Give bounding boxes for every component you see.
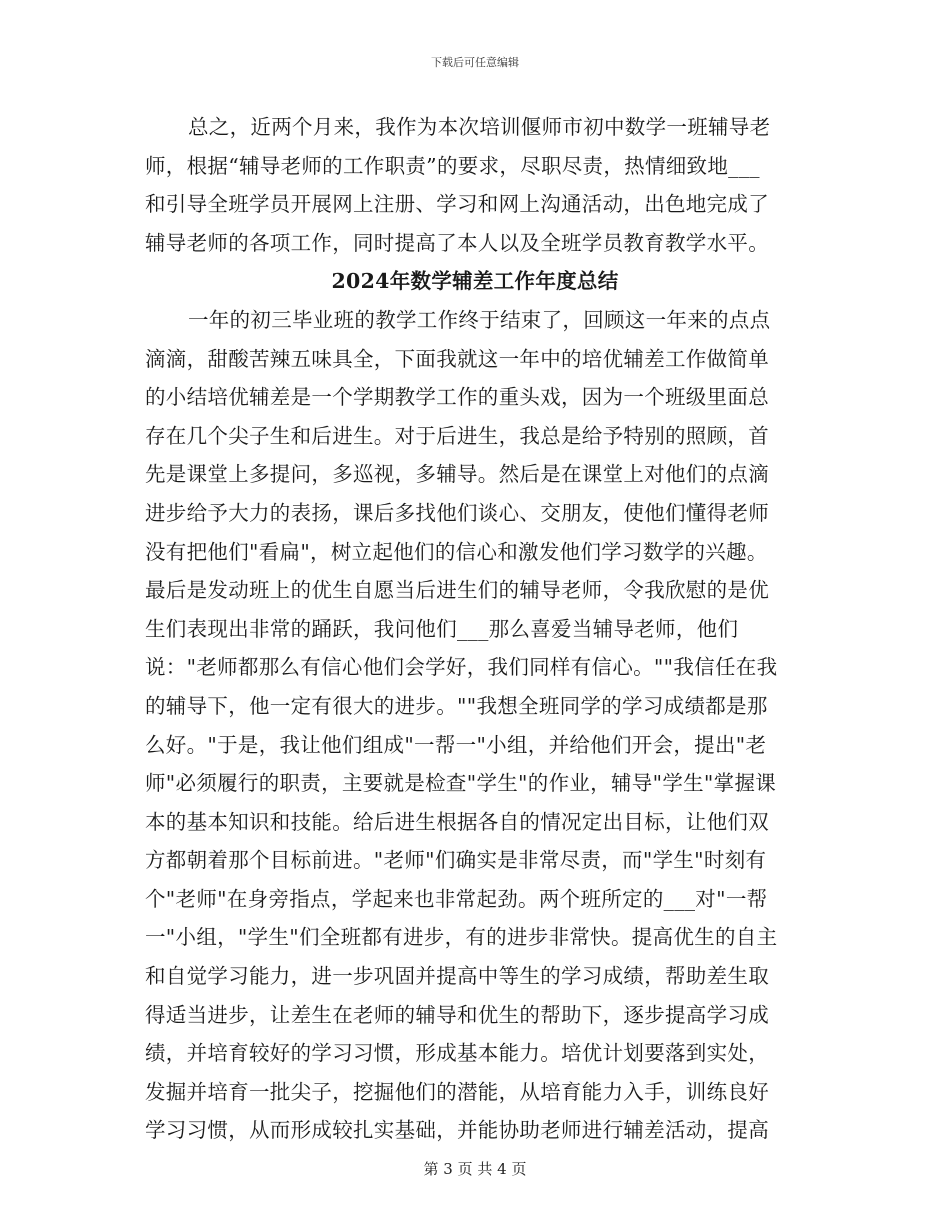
paragraph-line: 和引导全班学员开展网上注册、学习和网上沟通活动，出色地完成了 — [145, 192, 769, 217]
paragraph-line: 的辅导下，他一定有很大的进步。""我想全班同学的学习成绩都是那 — [145, 693, 768, 718]
paragraph-line: 师"必须履行的职责，主要就是检查"学生"的作业，辅导"学生"掌握课 — [145, 771, 777, 796]
paragraph-line: 师，根据“辅导老师的工作职责”的要求，尽职尽责，热情细致地___ — [145, 153, 760, 178]
paragraph-line: 最后是发动班上的优生自愿当后进生们的辅导老师，令我欣慰的是优 — [145, 578, 769, 603]
paragraph-line: 一年的初三毕业班的教学工作终于结束了，回顾这一年来的点点 — [188, 307, 771, 332]
paragraph-line: 没有把他们"看扁"，树立起他们的信心和激发他们学习数学的兴趣。 — [145, 539, 768, 564]
paragraph-line: 个"老师"在身旁指点，学起来也非常起劲。两个班所定的___对"一帮 — [145, 886, 768, 911]
paragraph-line: 存在几个尖子生和后进生。对于后进生，我总是给予特别的照顾，首 — [145, 423, 769, 448]
paragraph-line: 生们表现出非常的踊跃，我问他们___那么喜爱当辅导老师，他们 — [145, 616, 739, 641]
paragraph-line: 一"小组，"学生"们全班都有进步，有的进步非常快。提高优生的自主 — [145, 925, 778, 950]
paragraph-line: 方都朝着那个目标前进。"老师"们确实是非常尽责，而"学生"时刻有 — [145, 848, 767, 873]
paragraph-line: 和自觉学习能力，进一步巩固并提高中等生的学习成绩，帮助差生取 — [145, 964, 769, 989]
document-body — [145, 108, 805, 1150]
paragraph-line: 进步给予大力的表扬，课后多找他们谈心、交朋友，使他们懂得老师 — [145, 500, 769, 525]
paragraph-line: 学习习惯，从而形成较扎实基础，并能协助老师进行辅差活动，提高 — [145, 1118, 769, 1143]
paragraph-line: 本的基本知识和技能。给后进生根据各自的情况定出目标，让他们双 — [145, 809, 769, 834]
paragraph-line: 先是课堂上多提问，多巡视，多辅导。然后是在课堂上对他们的点滴 — [145, 462, 769, 487]
section-title: 2024年数学辅差工作年度总结 — [331, 269, 619, 294]
paragraph-line: 绩，并培育较好的学习习惯，形成基本能力。培优计划要落到实处， — [145, 1041, 769, 1066]
paragraph-line: 辅导老师的各项工作，同时提高了本人以及全班学员教育教学水平。 — [145, 230, 769, 255]
paragraph-line: 总之，近两个月来，我作为本次培训偃师市初中数学一班辅导老 — [188, 115, 771, 139]
paragraph-line: 发掘并培育一批尖子，挖掘他们的潜能，从培育能力入手，训练良好 — [145, 1079, 769, 1104]
paragraph-line: 说："老师都那么有信心他们会学好，我们同样有信心。""我信任在我 — [145, 655, 778, 680]
paragraph-line: 得适当进步，让差生在老师的辅导和优生的帮助下，逐步提高学习成 — [145, 1002, 769, 1027]
page-header-note: 下载后可任意编辑 — [431, 56, 519, 69]
paragraph-line: 么好。"于是，我让他们组成"一帮一"小组，并给他们开会，提出"老 — [145, 732, 767, 757]
page-number-footer: 第 3 页 共 4 页 — [423, 1160, 527, 1178]
paragraph-line: 滴滴，甜酸苦辣五味具全，下面我就这一年中的培优辅差工作做简单 — [145, 346, 769, 371]
paragraph-line: 的小结培优辅差是一个学期教学工作的重头戏，因为一个班级里面总 — [145, 385, 769, 410]
